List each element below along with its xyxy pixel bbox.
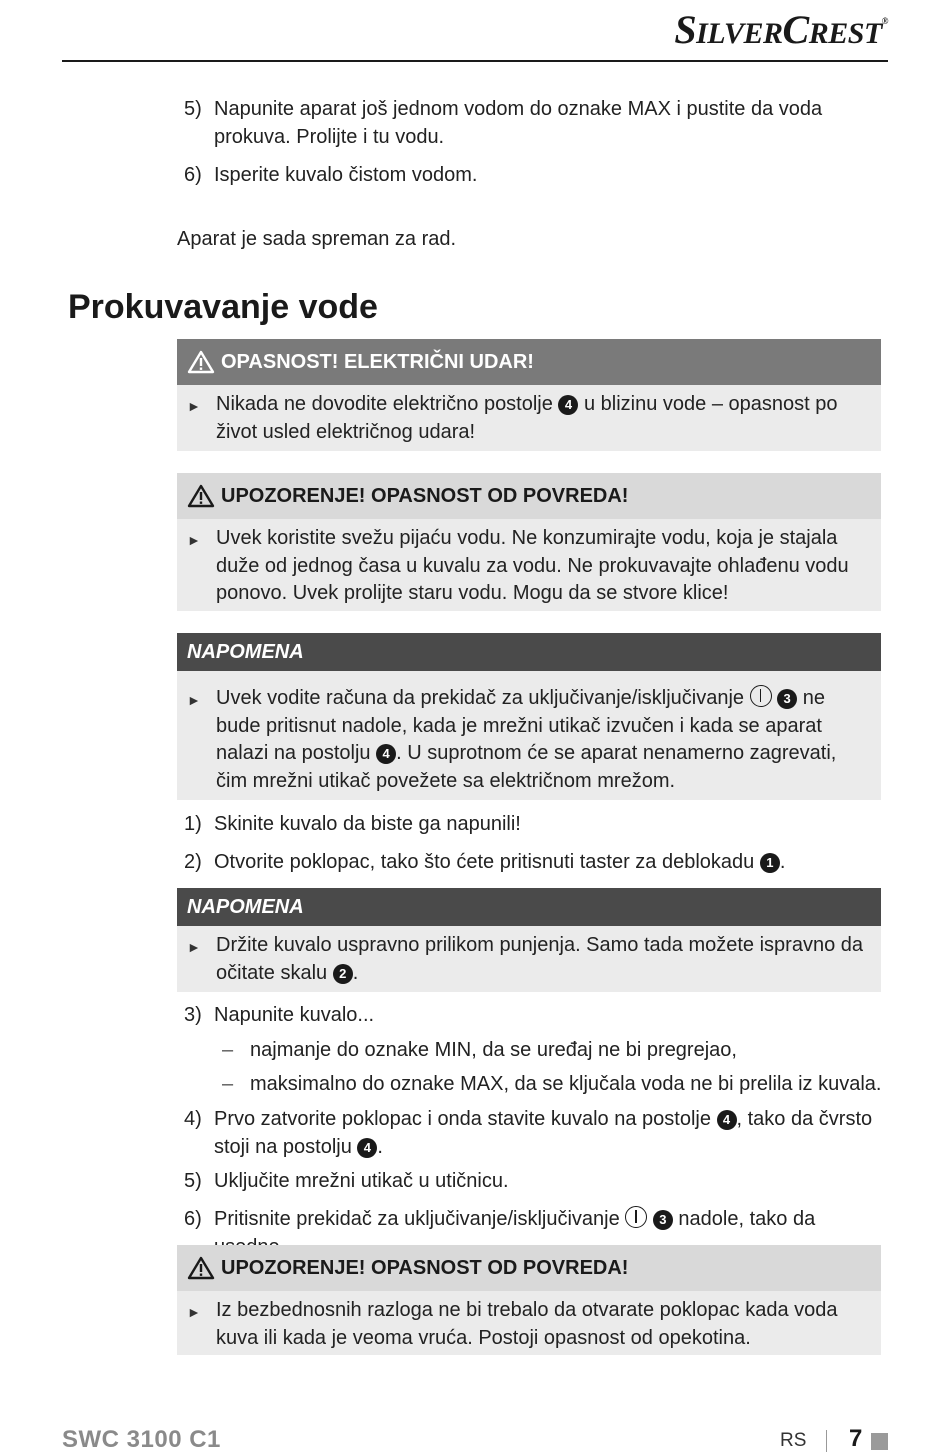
list-item [184,162,888,190]
list-item [184,811,888,839]
list-item [184,1106,888,1161]
dash-marker: – [222,1073,234,1095]
step-text: Skinite kuvalo da biste ga napunili! [214,813,521,835]
note-title: NAPOMENA [187,640,304,663]
bullet-text: Uvek koristite svežu pijaću vodu. Ne konzumirajte vodu, koja je stajala duže od jednog časa u kuvalu za vodu. Ne prokuvavajte ohlađenu vodu ponovo. Uvek prolijte staru vodu. Mogu da se stvore klice! [216,527,849,604]
note-box [177,888,881,992]
warning-title: UPOZORENJE! OPASNOST OD POVREDA! [221,484,629,507]
step-number: 3) [184,1004,202,1026]
note-body [177,926,881,992]
part-number-badge: 4 [717,1110,737,1130]
note-box [177,633,881,800]
warning-triangle-icon [187,1256,215,1280]
text-part: . [377,1135,383,1158]
step-text: Uključite mrežni utikač u utičnicu. [214,1170,509,1192]
note-body [177,671,881,800]
sub-item-text: najmanje do oznake MIN, da se uređaj ne bi pregrejao, [250,1039,737,1061]
logo-ilver: ILVER [696,17,783,50]
list-item [184,849,888,877]
text-part: ne bude pritisnut nadole, kada je mrežni utikač izvučen i kada se aparat nalazi na postolju [216,687,825,764]
text-part: Pritisnite prekidač za uključivanje/isključivanje [214,1208,626,1230]
arrow-right-icon: ► [187,692,201,708]
bullet-item [187,525,867,608]
part-number-badge: 3 [653,1210,673,1230]
section-title: Prokuvavanje vode [68,288,378,326]
part-number-badge: 4 [376,744,396,764]
danger-header [177,339,881,385]
step-text: Napunite kuvalo... [214,1004,375,1026]
text-part: . [779,851,786,873]
step-number: 6) [184,1208,202,1230]
note-header [177,888,881,926]
bullet-item [187,932,867,987]
warning-triangle-icon [187,350,215,374]
step-number: 5) [184,1170,202,1192]
arrow-right-icon: ► [187,532,201,548]
list-item [184,1168,888,1196]
text-part: . [352,961,359,984]
part-number-badge: 4 [357,1138,377,1158]
registered-mark: ® [881,16,888,26]
text-part: , tako da čvrsto stoji na postolju [214,1108,873,1158]
language-code: RS [780,1430,807,1451]
text-part: . U suprotnom će se aparat nenamerno zagrevati, čim mrežni utikač povežete sa električnom mrežom. [216,742,837,792]
ready-text: Aparat je sada spreman za rad. [177,228,457,250]
sub-list-item [222,1071,910,1099]
step-number: 6) [184,164,202,186]
step-text [214,1106,888,1161]
warning-header [177,1245,881,1291]
warning-body [177,519,881,611]
logo-s: S [674,7,697,52]
text-part: Otvorite poklopac, tako što ćete pritisnuti taster za deblokadu [214,851,760,873]
warning-box [177,473,881,611]
sub-item-text: maksimalno do oznake MAX, da se ključala voda ne bi prelila iz kuvala. [250,1073,882,1095]
step-number: 1) [184,813,202,835]
sub-list-item [222,1037,910,1065]
dash-marker: – [222,1039,234,1061]
part-number-badge: 2 [333,964,353,984]
text-part: u blizinu vode – opasnost po život usled električnog udara! [216,393,838,443]
part-number-badge: 3 [777,689,797,709]
bullet-text [216,391,867,446]
step-number: 4) [184,1108,202,1130]
power-symbol-icon [625,1206,647,1228]
header-divider [62,60,888,62]
text-part: Nikada ne dovodite električno postolje [216,393,559,415]
part-number-badge: 1 [760,853,780,873]
page-marker-square [871,1433,888,1450]
note-header [177,633,881,671]
text-part: Prvo zatvorite poklopac i onda stavite kuvalo na postolje [214,1108,717,1130]
step-number: 2) [184,851,202,873]
note-title: NAPOMENA [187,895,304,918]
silvercrest-logo [674,6,888,53]
step-text: Isperite kuvalo čistom vodom. [214,164,478,186]
list-item [184,96,888,151]
bullet-text [216,932,867,987]
step-text: Napunite aparat još jednom vodom do oznake MAX i pustite da voda prokuva. Prolijte i tu vodu. [214,98,823,148]
bullet-text: Iz bezbednosnih razloga ne bi trebalo da otvarate poklopac kada voda kuva ili kada je veoma vruća. Postoji opasnost od opekotina. [216,1299,838,1349]
part-number-badge: 4 [558,395,578,415]
page-number: 7 [849,1425,863,1452]
model-number: SWC 3100 C1 [62,1426,221,1453]
warning-title: UPOZORENJE! OPASNOST OD POVREDA! [221,1256,629,1279]
warning-header [177,473,881,519]
text-part: nadole, tako da [678,1208,816,1230]
logo-c: C [782,7,809,52]
step-number: 5) [184,98,202,120]
arrow-right-icon: ► [187,398,201,414]
warning-box [177,1245,881,1355]
danger-box [177,339,881,451]
power-symbol-icon [750,685,772,707]
warning-triangle-icon [187,484,215,508]
arrow-right-icon: ► [187,1304,201,1320]
danger-body [177,385,881,451]
list-item [184,1002,888,1030]
bullet-text [216,685,867,795]
danger-title: OPASNOST! ELEKTRIČNI UDAR! [221,350,534,373]
text-part: Držite kuvalo uspravno prilikom punjenja. Samo tada možete ispravno da očitate skalu [216,934,864,984]
text-part: Uvek vodite računa da prekidač za uključivanje/isključivanje [216,687,750,709]
bullet-item [187,685,867,795]
footer-divider [826,1430,827,1452]
logo-rest: REST [808,17,882,50]
arrow-right-icon: ► [187,939,201,955]
bullet-item [187,391,867,446]
warning-body [177,1291,881,1355]
bullet-item [187,1297,867,1352]
step-text [214,849,888,877]
